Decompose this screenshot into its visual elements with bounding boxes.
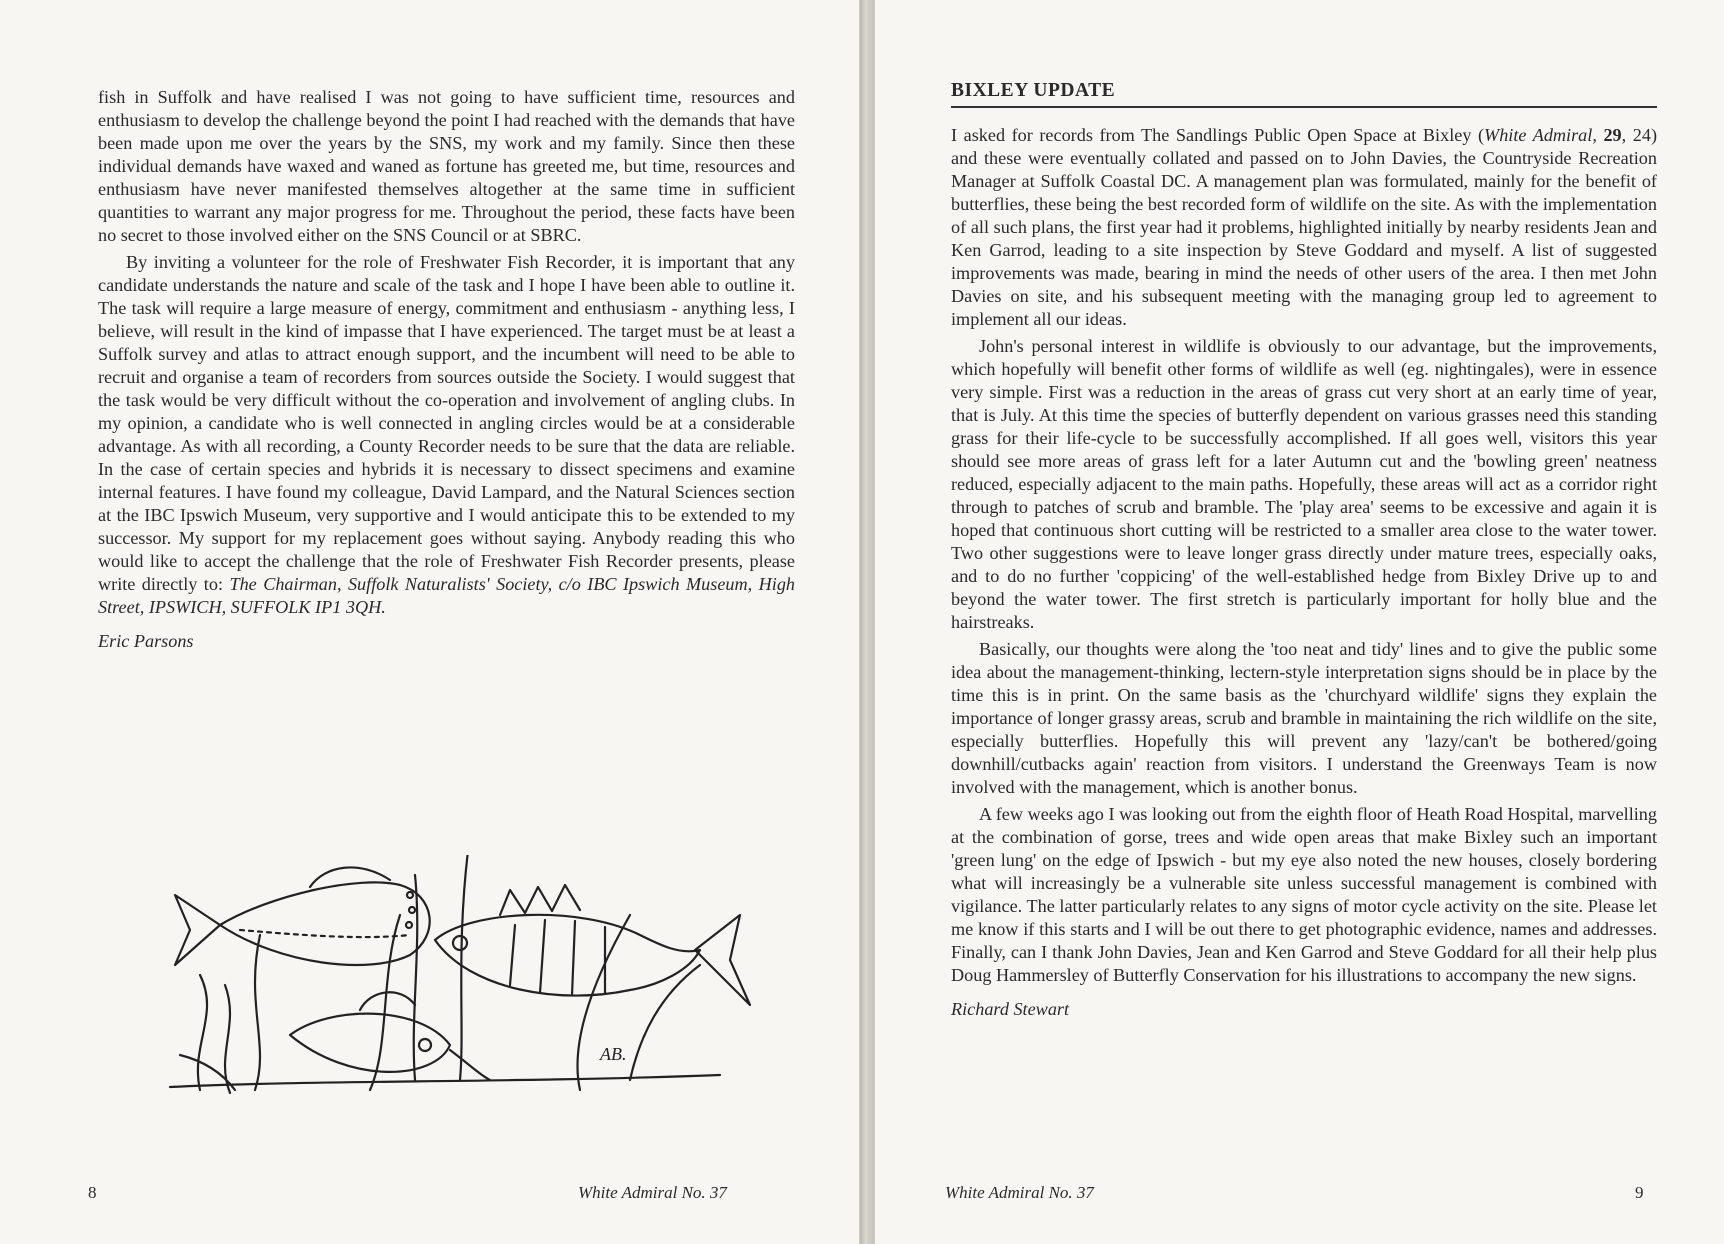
weed-stroke — [630, 965, 700, 1080]
fish-eye — [453, 936, 467, 950]
fish-spiny-fin — [500, 885, 580, 915]
artist-initials: AB. — [600, 1044, 627, 1064]
right-page-body — [951, 124, 1657, 1021]
fish-body — [290, 1014, 450, 1072]
bubble — [407, 892, 413, 898]
weed-stroke — [225, 985, 230, 1093]
fish-fin — [360, 992, 415, 1010]
book-gutter — [860, 0, 874, 1244]
fish-stripe — [510, 925, 515, 985]
weed-stroke — [370, 915, 400, 1090]
right-running-footer: White Admiral No. 37 — [945, 1183, 1094, 1202]
fish-tail — [175, 895, 220, 965]
right-paragraph-4: A few weeks ago I was looking out from the eighth floor of Heath Road Hospital, marvelling at the combination of gorse, trees and wide open areas that make Bixley such an important 'green lung' on the edge of Ipswich - but my eye also noted the new houses, closely bordering what will increasingly be a vulnerable site unless successful management is combined with vigilance. The latter particularly relates to any signs of motor cycle activity on the site. Please let me know if this starts and I will be out there to get photographic evidence, names and addresses. Finally, can I thank John Davies, Jean and Ken Garrod and Steve Goddard for all their help plus Doug Hammersley of Butterfly Conservation for his illustrations to accompany the new signs. — [951, 804, 1657, 985]
right-page-number: 9 — [1635, 1183, 1644, 1202]
weed-stroke — [414, 875, 418, 1080]
left-running-footer: White Admiral No. 37 — [578, 1183, 727, 1202]
fish-body — [435, 915, 700, 996]
right-paragraph-1-start: I asked for records from The Sandlings Public Open Space at Bixley ( — [951, 125, 1485, 145]
right-paragraph-2: John's personal interest in wildlife is obviously to our advantage, but the improvements, which hopefully will benefit other forms of wildlife as well (eg. nightingales), were in essence very simple. First was a reduction in the areas of grass cut very short at an early time of year, that is July. At this time the species of butterfly dependent on various grasses need this standing grass for their life-cycle to be successfully accomplished. If all goes well, visitors this year should see more areas of grass left for a later Autumn cut and the 'bowling green' neatness reduced, especially adjacent to the main paths. Hopefully, these areas will act as a corridor right through to patches of scrub and bramble. The 'play area' seems to be excessive and again it is hoped that continuous short cutting will be restricted to a smaller area close to the water tower. Two other suggestions were to leave longer grass directly under mature trees, especially oaks, and to do no further 'coppicing' of the well-established hedge from Bixley Drive up to and beyond the water tower. The first stretch is particularly important for holly blue and the hairstreaks. — [951, 336, 1657, 632]
fish-eye — [419, 1039, 431, 1051]
fish-tail — [695, 915, 750, 1005]
right-paragraph-3: Basically, our thoughts were along the 'too neat and tidy' lines and to give the public some idea about the management-thinking, lectern-style interpretation signs should be in place by the time this is in print. On the same basis as the 'churchyard wildlife' signs they explain the importance of longer grassy areas, scrub and bramble in maintaining the rich wildlife on the site, especially butterflies. Hopefully this will prevent any 'lazy/can't be bothered/going downhill/cutbacks again' reaction from visitors. I understand the Greenways Team is now involved with the management, which is another bonus. — [951, 639, 1657, 797]
fish-lateral-line — [240, 930, 410, 937]
left-paragraph-2-text: By inviting a volunteer for the role of Freshwater Fish Recorder, it is important that any candidate understands the nature and scale of the task and I hope I have been able to outline it. The task will require a large measure of energy, commitment and enthusiasm - anything less, I believe, will result in the kind of impasse that I have experienced. The target must be at least a Suffolk survey and atlas to attract enough support, and the incumbent will need to be able to recruit and organise a team of recorders from sources outside the Society. I would suggest that the task would be very difficult without the co-operation and involvement of angling clubs. In my opinion, a candidate who is well connected in angling circles would be at a considerable advantage. As with all recording, a County Recorder needs to be sure that the data are reliable. In the case of certain species and hybrids it is necessary to dissect specimens and examine internal features. I have found my colleague, David Lampard, and the Natural Sciences section at the IBC Ipswich Museum, very supportive and I would anticipate this to be extended to my successor. My support for my replacement goes without saying. Anybody reading this who would like to accept the challenge that the role of Freshwater Fish Recorder presents, please write directly to: — [98, 252, 795, 594]
left-paragraph-2 — [98, 251, 795, 619]
right-paragraph-1 — [951, 124, 1657, 331]
section-heading: BIXLEY UPDATE — [951, 80, 1657, 108]
postal-address: The Chairman, Suffolk Naturalists' Society, c/o IBC Ipswich Museum, High Street, IPSWICH, SUFFOLK IP1 3QH. — [98, 574, 796, 617]
left-page-number: 8 — [88, 1183, 97, 1202]
riverbed-line — [170, 1075, 720, 1087]
left-page — [0, 0, 860, 1244]
right-paragraph-1-rest: , 24) and these were eventually collated and passed on to John Davies, the Countryside Recreation Manager at Suffolk Coastal DC. A management plan was formulated, mainly for the benefit of butterflies, these being the best recorded form of wildlife on the site. As with the implementation of all such plans, the first year had it problems, highlighted initially by nearby residents Jean and Ken Garrod, leading to a site inspection by Steve Goddard and myself. A list of suggested improvements was made, bearing in mind the needs of other users of the area. I then met John Davies on site, and his subsequent meeting with the managing group led to agreement to implement all our ideas. — [951, 125, 1657, 329]
fish-stripe — [540, 920, 545, 993]
journal-volume: 29 — [1603, 125, 1622, 145]
bubble — [406, 922, 412, 928]
right-page — [874, 0, 1724, 1244]
left-paragraph-1: fish in Suffolk and have realised I was not going to have sufficient time, resources and enthusiasm to develop the challenge beyond the point I had reached with the demands that have been made upon me over the years by the SNS, my work and my family. Since then these individual demands have waxed and waned as fortune has greeted me, but time, resources and enthusiasm have never manifested themselves altogether at the same time in sufficient quantities to warrant any major progress for me. Throughout the period, these facts have been no secret to those involved either on the SNS Council or at SBRC. — [98, 87, 795, 245]
left-page-body — [98, 86, 795, 653]
right-signature: Richard Stewart — [951, 999, 1070, 1019]
fish-illustration — [160, 855, 760, 1095]
left-signature: Eric Parsons — [98, 631, 194, 651]
weed-stroke — [255, 935, 260, 1090]
journal-title: White Admiral, — [1484, 125, 1597, 145]
fish-stripe — [572, 921, 575, 995]
weed-stroke — [198, 975, 207, 1090]
fish-barbel — [450, 1050, 490, 1080]
bubble — [409, 907, 415, 913]
